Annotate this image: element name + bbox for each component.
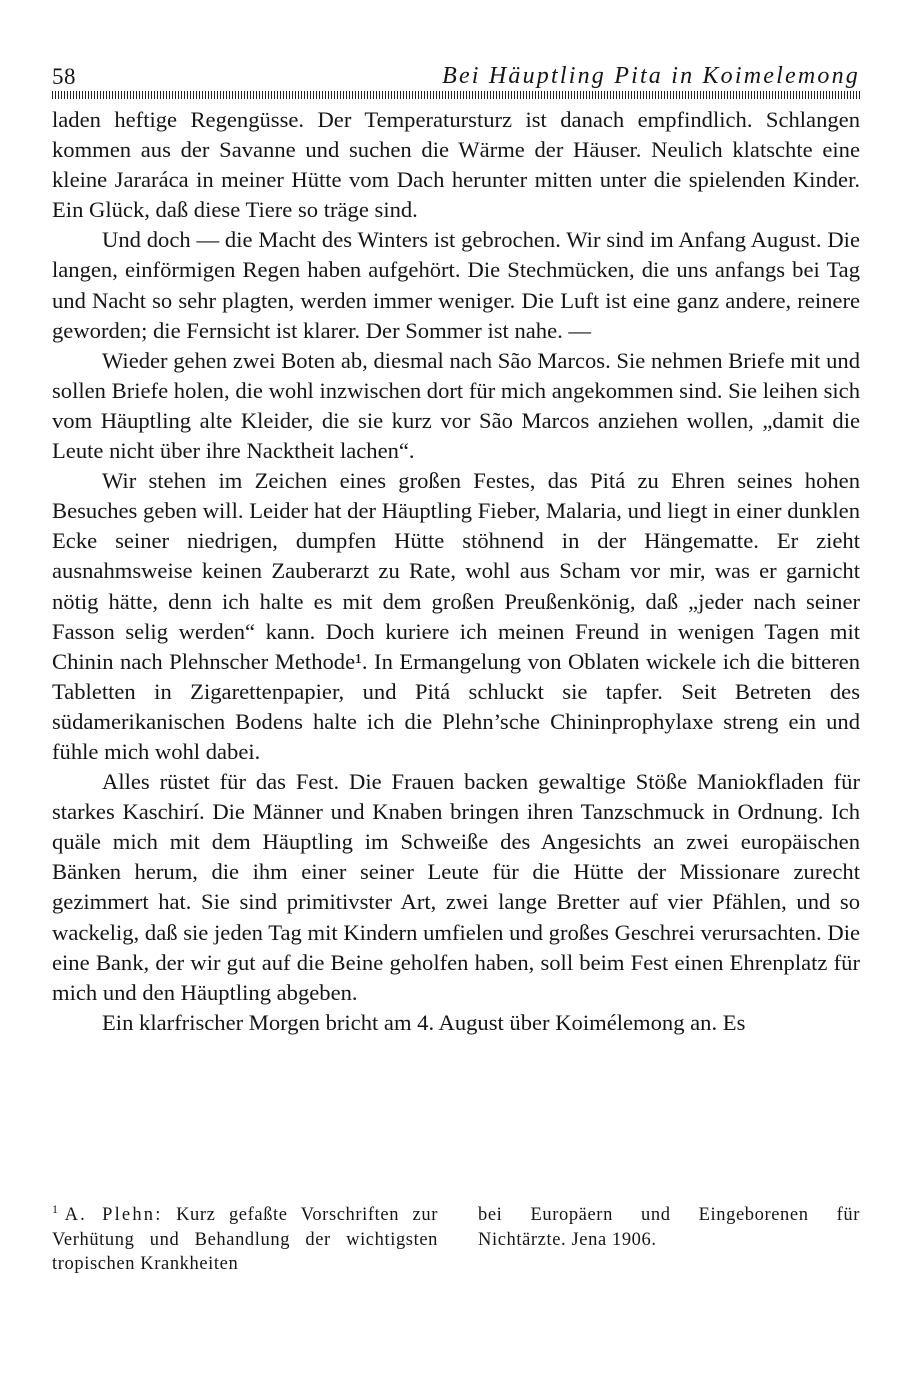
paragraph: Wieder gehen zwei Boten ab, diesmal nach São Marcos. Sie nehmen Briefe mit und sollen Briefe holen, die wohl inzwischen dort für mich angekommen sind. Sie leihen sich vom Häuptling alte Kleider, die sie kurz vor São Marcos anziehen wollen, „damit die Leute nicht über ihre Nacktheit lachen“.: [52, 347, 860, 464]
footnote-text-right: bei Europäern und Eingeborenen für Nichtärzte. Jena 1906.: [478, 1205, 860, 1250]
footnote-marker: 1: [52, 1201, 59, 1216]
footnote-author: A. Plehn:: [64, 1205, 163, 1225]
header-rule: [52, 91, 860, 99]
paragraph: Wir stehen im Zeichen eines großen Festes, das Pitá zu Ehren seines hohen Besuches geben will. Leider hat der Häuptling Fieber, Malaria, und liegt in einer dunklen Ecke seiner niedrigen, dumpfen Hütte stöhnend in der Hängematte. Er zieht ausnahmsweise keinen Zauberarzt zu Rate, wohl aus Scham vor mir, was er garnicht nötig hätte, denn ich halte es mit dem großen Preußenkönig, daß „jeder nach seiner Fasson selig werden“ kann. Doch kuriere ich meinen Freund in wenigen Tagen mit Chinin nach Plehnscher Methode¹. In Ermangelung von Oblaten wickele ich die bitteren Tabletten in Zigarettenpapier, und Pitá schluckt sie tapfer. Seit Betreten des südamerikanischen Bodens halte ich die Plehn’sche Chininprophylaxe streng ein und fühle mich wohl dabei.: [52, 468, 860, 764]
footnote-column-left: [52, 1203, 438, 1277]
footnote-column-right: [478, 1203, 860, 1277]
running-head: [52, 62, 860, 90]
page-number: 58: [52, 64, 76, 89]
footnote: [52, 1203, 860, 1277]
running-title: Bei Häuptling Pita in Koimelemong: [442, 63, 860, 89]
paragraph: laden heftige Regengüsse. Der Temperatursturz ist danach empfindlich. Schlangen kommen aus der Savanne und suchen die Wärme der Häuser. Neulich klatschte eine kleine Jararáca in meiner Hütte vom Dach herunter mitten unter die spielenden Kinder. Ein Glück, daß diese Tiere so träge sind.: [52, 107, 860, 223]
paragraph: Und doch — die Macht des Winters ist gebrochen. Wir sind im Anfang August. Die langen, einförmigen Regen haben aufgehört. Die Stechmücken, die uns anfangs bei Tag und Nacht so sehr plagten, werden immer weniger. Die Luft ist eine ganz andere, reinere geworden; die Fernsicht ist klarer. Der Sommer ist nahe. —: [52, 227, 860, 343]
paragraph: Alles rüstet für das Fest. Die Frauen backen gewaltige Stöße Maniokfladen für starkes Kaschirí. Die Männer und Knaben bringen ihren Tanzschmuck in Ordnung. Ich quäle mich mit dem Häuptling im Schweiße des Angesichts an zwei europäischen Bänken herum, die ihm einer seiner Leute für die Hütte der Missionare zurecht gezimmert hat. Sie sind primitivster Art, zwei lange Bretter auf vier Pfählen, und so wackelig, daß sie jeden Tag mit Kindern umfielen und großes Geschrei verursachten. Die eine Bank, der wir gut auf die Beine geholfen haben, soll beim Fest einen Ehrenplatz für mich und den Häuptling abgeben.: [52, 769, 860, 1005]
paragraph: Ein klarfrischer Morgen bricht am 4. August über Koimélemong an. Es: [102, 1009, 746, 1035]
body-text: [52, 105, 860, 1038]
book-page: [52, 62, 860, 1038]
footnote-text-left: Kurz gefaßte Vorschriften zur Verhütung und Behandlung der wichtigsten tropischen Krankheiten: [52, 1205, 438, 1274]
